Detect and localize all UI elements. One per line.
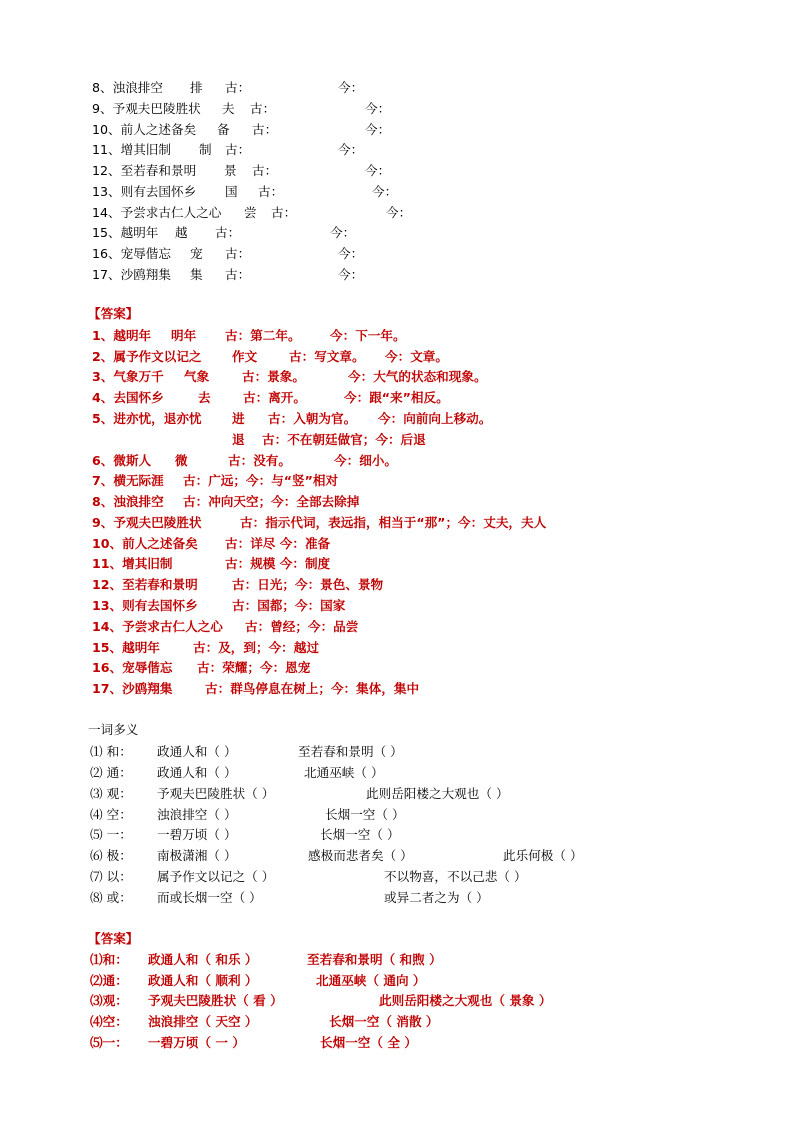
answer2-b: 长烟一空（ 全 ）	[320, 1035, 417, 1050]
polysemy-num: ⑷ 空：	[90, 807, 132, 822]
answer2-b: 北通巫峡（ 通向 ）	[316, 973, 426, 988]
answer2-num: ⑵通：	[90, 973, 128, 988]
vocab-gu: 古：	[252, 163, 278, 178]
vocab-gu: 古：	[258, 184, 284, 199]
vocab-gu: 古：	[271, 205, 297, 220]
answer2-num: ⑴和：	[90, 952, 128, 967]
answer-phrase: 2、属予作文以记之	[92, 349, 202, 364]
answer-phrase: 9、予观夫巴陵胜状	[92, 515, 202, 530]
answer-gu: 古：日光；今：景色、景物	[232, 577, 384, 592]
answer-gu: 古：不在朝廷做官；今：后退	[262, 432, 426, 447]
polysemy-a: 一碧万顷（ ）	[157, 827, 237, 842]
answer-gu: 古：指示代词，表远指，相当于“那”；今：丈夫，夫人	[240, 515, 547, 530]
vocab-char: 宠	[190, 246, 203, 261]
answer2-num: ⑸一：	[90, 1035, 128, 1050]
vocab-char: 景	[224, 163, 237, 178]
answer-gu: 古：曾经；今：品尝	[245, 619, 359, 634]
answer-phrase: 7、横无际涯	[92, 473, 164, 488]
vocab-char: 备	[217, 122, 230, 137]
answer2-a: 浊浪排空（ 天空 ）	[148, 1014, 258, 1029]
vocab-char: 尝	[244, 205, 257, 220]
answer2-num: ⑶观：	[90, 993, 128, 1008]
polysemy-num: ⑵ 通：	[90, 765, 132, 780]
answer-gu: 古：第二年。	[225, 328, 301, 343]
answer-phrase: 4、去国怀乡	[92, 390, 164, 405]
polysemy-a: 政通人和（ ）	[157, 765, 237, 780]
polysemy-b: 此则岳阳楼之大观也（ ）	[366, 786, 509, 801]
answer-jin: 今：大气的状态和现象。	[348, 369, 487, 384]
answer-gu: 古：群鸟停息在树上；今：集体，集中	[205, 681, 420, 696]
answer-phrase: 1、越明年	[92, 328, 152, 343]
answer-phrase: 3、气象万千	[92, 369, 164, 384]
answer-char: 明年	[171, 328, 197, 343]
vocab-jin: 今：	[338, 142, 364, 157]
vocab-char: 越	[175, 225, 188, 240]
polysemy-a: 属予作文以记之（ ）	[157, 869, 275, 884]
answer-gu: 古：入朝为官。	[268, 411, 357, 426]
answer-phrase: 6、微斯人	[92, 453, 152, 468]
vocab-phrase: 14、予尝求古仁人之心	[92, 205, 222, 220]
vocab-phrase: 9、予观夫巴陵胜状	[92, 101, 201, 116]
polysemy-num: ⑹ 极：	[90, 848, 132, 863]
vocab-jin: 今：	[338, 246, 364, 261]
answer-jin: 今：细小。	[334, 453, 397, 468]
vocab-gu: 古：	[250, 101, 276, 116]
polysemy-num: ⑸ 一：	[90, 827, 132, 842]
answer-char: 去	[198, 390, 211, 405]
vocab-char: 集	[190, 267, 203, 282]
vocab-phrase: 16、宠辱偕忘	[92, 246, 171, 261]
polysemy-a: 而或长烟一空（ ）	[157, 890, 262, 905]
vocab-jin: 今：	[365, 101, 391, 116]
answer-char: 进	[232, 411, 245, 426]
polysemy-a: 政通人和（ ）	[157, 744, 237, 759]
answer-gu: 古：荣耀；今：恩宠	[197, 660, 311, 675]
vocab-phrase: 10、前人之述备矣	[92, 122, 197, 137]
answer-phrase: 11、增其旧制	[92, 556, 173, 571]
answer-jin: 今：向前向上移动。	[378, 411, 492, 426]
answer-char: 微	[175, 453, 188, 468]
answer-phrase: 12、至若春和景明	[92, 577, 198, 592]
polysemy-b: 至若春和景明（ ）	[298, 744, 403, 759]
vocab-jin: 今：	[386, 205, 412, 220]
answer-heading-text: 【答案】	[88, 306, 139, 321]
answer2-b: 此则岳阳楼之大观也（ 景象 ）	[379, 993, 552, 1008]
polysemy-a: 南极潇湘（ ）	[157, 848, 237, 863]
vocab-gu: 古：	[215, 225, 241, 240]
answer-gu: 古：国都；今：国家	[232, 598, 346, 613]
vocab-jin: 今：	[365, 122, 391, 137]
vocab-gu: 古：	[225, 246, 251, 261]
answer2-a: 予观夫巴陵胜状（ 看 ）	[148, 993, 283, 1008]
polysemy-b: 或异二者之为（ ）	[384, 890, 489, 905]
answer-gu: 古：及，到；今：越过	[193, 640, 319, 655]
answer-phrase: 13、则有去国怀乡	[92, 598, 198, 613]
vocab-jin: 今：	[330, 225, 356, 240]
answer-jin: 今：下一年。	[330, 328, 406, 343]
polysemy-a: 浊浪排空（ ）	[157, 807, 237, 822]
vocab-char: 排	[190, 80, 203, 95]
vocab-char: 制	[199, 142, 212, 157]
answer-gu: 古：没有。	[228, 453, 291, 468]
vocab-phrase: 12、至若春和景明	[92, 163, 197, 178]
answer2-b: 至若春和景明（ 和煦 ）	[307, 952, 442, 967]
answer2-a: 一碧万顷（ 一 ）	[148, 1035, 245, 1050]
answer-phrase: 15、越明年	[92, 640, 160, 655]
answer-gu: 古：广远；今：与“竖”相对	[183, 473, 339, 488]
vocab-gu: 古：	[252, 122, 278, 137]
answer-phrase: 14、予尝求古仁人之心	[92, 619, 223, 634]
answer-char: 气象	[184, 369, 210, 384]
answer-gu: 古：详尽 今：准备	[225, 536, 331, 551]
polysemy-b: 北通巫峡（ ）	[304, 765, 384, 780]
answer-jin: 今：文章。	[385, 349, 448, 364]
answer-gu: 古：写文章。	[289, 349, 365, 364]
answer-phrase: 8、浊浪排空	[92, 494, 164, 509]
answer-phrase: 10、前人之述备矣	[92, 536, 198, 551]
polysemy-b: 感极而悲者矣（ ）	[308, 848, 413, 863]
polysemy-c: 此乐何极（ ）	[503, 848, 583, 863]
answer-jin: 今：跟“来”相反。	[344, 390, 449, 405]
section-title-text: 一词多义	[88, 722, 139, 737]
answer2-num: ⑷空：	[90, 1014, 128, 1029]
polysemy-num: ⑴ 和：	[90, 744, 132, 759]
answer-gu: 古：离开。	[243, 390, 306, 405]
answer-gu: 古：冲向天空；今：全部去除掉	[183, 494, 360, 509]
answer2-b: 长烟一空（ 消散 ）	[329, 1014, 439, 1029]
answer-phrase: 16、宠辱偕忘	[92, 660, 173, 675]
vocab-jin: 今：	[338, 80, 364, 95]
answer2-a: 政通人和（ 和乐 ）	[148, 952, 258, 967]
polysemy-b: 长烟一空（ ）	[325, 807, 405, 822]
vocab-phrase: 13、则有去国怀乡	[92, 184, 197, 199]
vocab-phrase: 11、增其旧制	[92, 142, 171, 157]
answer-heading-text: 【答案】	[88, 931, 139, 946]
polysemy-b: 不以物喜，不以己悲（ ）	[384, 869, 527, 884]
polysemy-num: ⑺ 以：	[90, 869, 132, 884]
vocab-phrase: 8、浊浪排空	[92, 80, 163, 95]
polysemy-num: ⑻ 或：	[90, 890, 132, 905]
vocab-jin: 今：	[372, 184, 398, 199]
vocab-char: 国	[225, 184, 238, 199]
answer-char: 作文	[232, 349, 258, 364]
vocab-phrase: 15、越明年	[92, 225, 159, 240]
vocab-gu: 古：	[225, 80, 251, 95]
vocab-jin: 今：	[338, 267, 364, 282]
answer-gu: 古：景象。	[242, 369, 305, 384]
answer-gu: 古：规模 今：制度	[225, 556, 331, 571]
vocab-char: 夫	[222, 101, 235, 116]
vocab-gu: 古：	[225, 142, 251, 157]
answer-phrase: 5、进亦忧，退亦忧	[92, 411, 202, 426]
answer-char: 退	[232, 432, 245, 447]
answer-phrase: 17、沙鸥翔集	[92, 681, 173, 696]
vocab-jin: 今：	[365, 163, 391, 178]
answer2-a: 政通人和（ 顺利 ）	[148, 973, 258, 988]
polysemy-b: 长烟一空（ ）	[320, 827, 400, 842]
vocab-phrase: 17、沙鸥翔集	[92, 267, 171, 282]
polysemy-num: ⑶ 观：	[90, 786, 132, 801]
polysemy-a: 予观夫巴陵胜状（ ）	[157, 786, 275, 801]
vocab-gu: 古：	[225, 267, 251, 282]
